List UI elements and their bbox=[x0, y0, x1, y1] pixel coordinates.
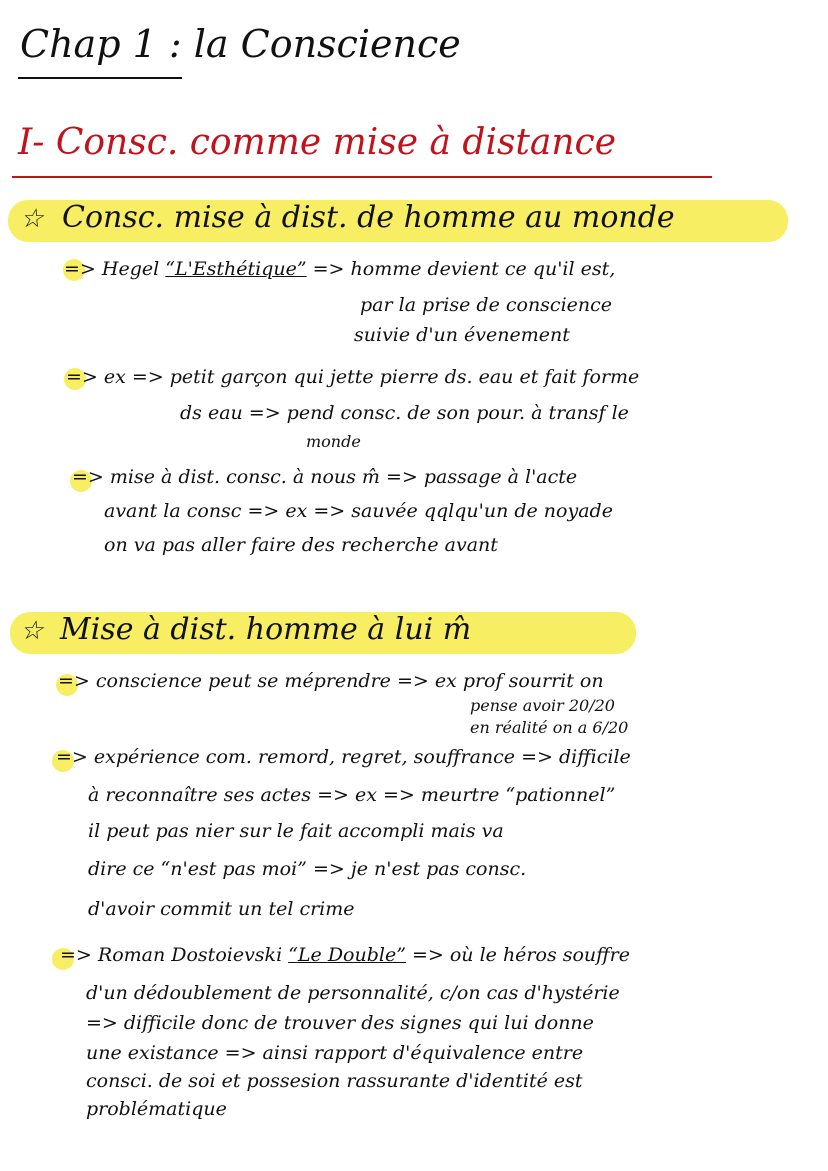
paragraph-line: consci. de soi et possesion rassurante d'identité est bbox=[86, 1070, 583, 1092]
paragraph-line: monde bbox=[306, 432, 361, 451]
paragraph-line: => expérience com. remord, regret, souffrance => difficile bbox=[56, 746, 631, 768]
arrow: => bbox=[60, 944, 92, 966]
paragraph-line: d'un dédoublement de personnalité, c/on cas d'hystérie bbox=[86, 982, 620, 1004]
work-title: “Le Double” bbox=[288, 944, 406, 966]
section-underline bbox=[12, 176, 712, 178]
text: Roman Dostoievski bbox=[97, 944, 283, 966]
title-underline bbox=[18, 77, 182, 79]
paragraph-line: pense avoir 20/20 bbox=[470, 696, 615, 715]
paragraph-line: avant la consc => ex => sauvée qqlqu'un de noyade bbox=[104, 500, 613, 522]
subheading-1: Consc. mise à dist. de homme au monde bbox=[62, 200, 675, 235]
star-icon: ☆ bbox=[20, 616, 44, 646]
text: => où le héros souffre bbox=[411, 944, 630, 966]
text: => homme devient ce qu'il est, bbox=[312, 258, 616, 280]
paragraph-line: ds eau => pend consc. de son pour. à transf le bbox=[180, 402, 629, 424]
paragraph-line: => ex => petit garçon qui jette pierre ds. eau et fait forme bbox=[66, 366, 640, 388]
paragraph-line: => difficile donc de trouver des signes qui lui donne bbox=[86, 1012, 594, 1034]
paragraph-line: => mise à dist. consc. à nous m̂ => passage à l'acte bbox=[72, 466, 578, 488]
work-title: “L'Esthétique” bbox=[165, 258, 307, 280]
arrow: => bbox=[64, 258, 96, 280]
paragraph-line bbox=[64, 258, 615, 280]
page-title: Chap 1 : la Conscience bbox=[20, 22, 461, 66]
paragraph-line: problématique bbox=[86, 1098, 227, 1120]
paragraph-line: d'avoir commit un tel crime bbox=[88, 898, 355, 920]
paragraph-line: suivie d'un évenement bbox=[354, 324, 570, 346]
author: Hegel bbox=[101, 258, 160, 280]
paragraph-line: on va pas aller faire des recherche avant bbox=[104, 534, 498, 556]
paragraph-line: en réalité on a 6/20 bbox=[470, 718, 629, 737]
paragraph-line: par la prise de conscience bbox=[360, 294, 613, 316]
star-icon: ☆ bbox=[20, 204, 44, 234]
section-heading: I- Consc. comme mise à distance bbox=[18, 122, 617, 163]
paragraph-line: il peut pas nier sur le fait accompli mais va bbox=[88, 820, 504, 842]
paragraph-line bbox=[60, 944, 630, 966]
paragraph-line: dire ce “n'est pas moi” => je n'est pas consc. bbox=[88, 858, 527, 880]
paragraph-line: une existance => ainsi rapport d'équivalence entre bbox=[86, 1042, 584, 1064]
subheading-2: Mise à dist. homme à lui m̂ bbox=[60, 612, 472, 647]
paragraph-line: => conscience peut se méprendre => ex prof sourrit on bbox=[58, 670, 604, 692]
paragraph-line: à reconnaître ses actes => ex => meurtre “pationnel” bbox=[88, 784, 616, 806]
